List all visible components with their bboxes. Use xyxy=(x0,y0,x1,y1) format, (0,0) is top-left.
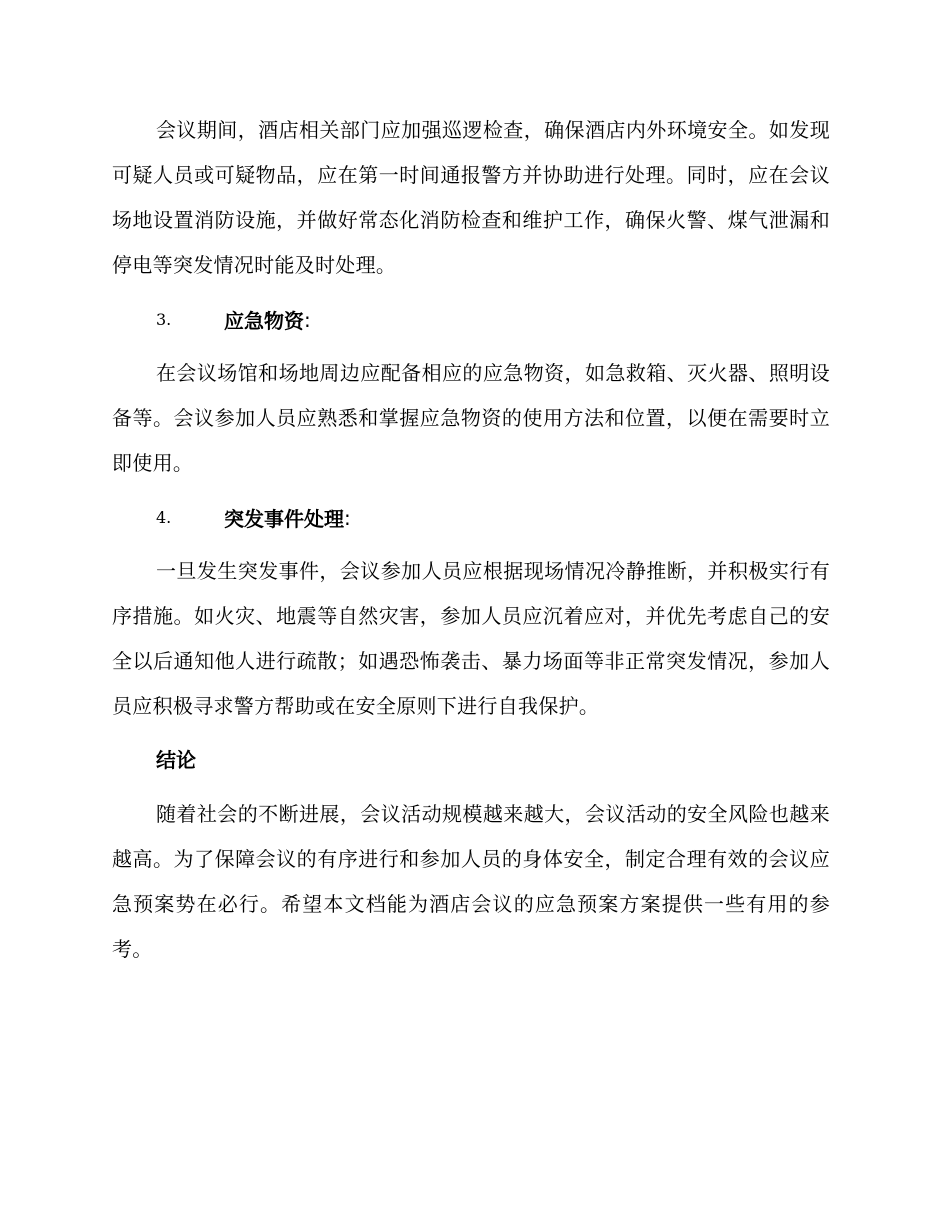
list-title: 突发事件处理 xyxy=(224,507,344,531)
list-heading-emergency-supplies xyxy=(112,297,830,342)
conclusion-heading: 结论 xyxy=(156,748,196,772)
document-page xyxy=(112,108,830,981)
paragraph-emergency-supplies: 在会议场馆和场地周边应配备相应的应急物资，如急救箱、灭火器、照明设备等。会议参加人员应熟悉和掌握应急物资的使用方法和位置，以便在需要时立即使用。 xyxy=(112,361,830,475)
list-number: 4. xyxy=(156,508,172,527)
list-heading-incident-handling xyxy=(112,495,830,540)
list-colon: : xyxy=(304,307,311,332)
paragraph-incident-handling: 一旦发生突发事件，会议参加人员应根据现场情况冷静推断，并积极实行有序措施。如火灾、地震等自然灾害，参加人员应沉着应对，并优先考虑自己的安全以后通知他人进行疏散；如遇恐怖袭击、暴力场面等非正常突发情况，参加人员应积极寻求警方帮助或在安全原则下进行自我保护。 xyxy=(112,559,830,718)
paragraph-security-patrol: 会议期间，酒店相关部门应加强巡逻检查，确保酒店内外环境安全。如发现可疑人员或可疑物品，应在第一时间通报警方并协助进行处理。同时，应在会议场地设置消防设施，并做好常态化消防检查和维护工作，确保火警、煤气泄漏和停电等突发情况时能及时处理。 xyxy=(112,118,830,277)
list-title: 应急物资 xyxy=(224,309,304,333)
list-number: 3. xyxy=(156,310,172,329)
list-colon: : xyxy=(344,505,351,530)
paragraph-conclusion: 随着社会的不断进展，会议活动规模越来越大，会议活动的安全风险也越来越高。为了保障会议的有序进行和参加人员的身体安全，制定合理有效的会议应急预案势在必行。希望本文档能为酒店会议的应急预案方案提供一些有用的参考。 xyxy=(112,802,830,961)
